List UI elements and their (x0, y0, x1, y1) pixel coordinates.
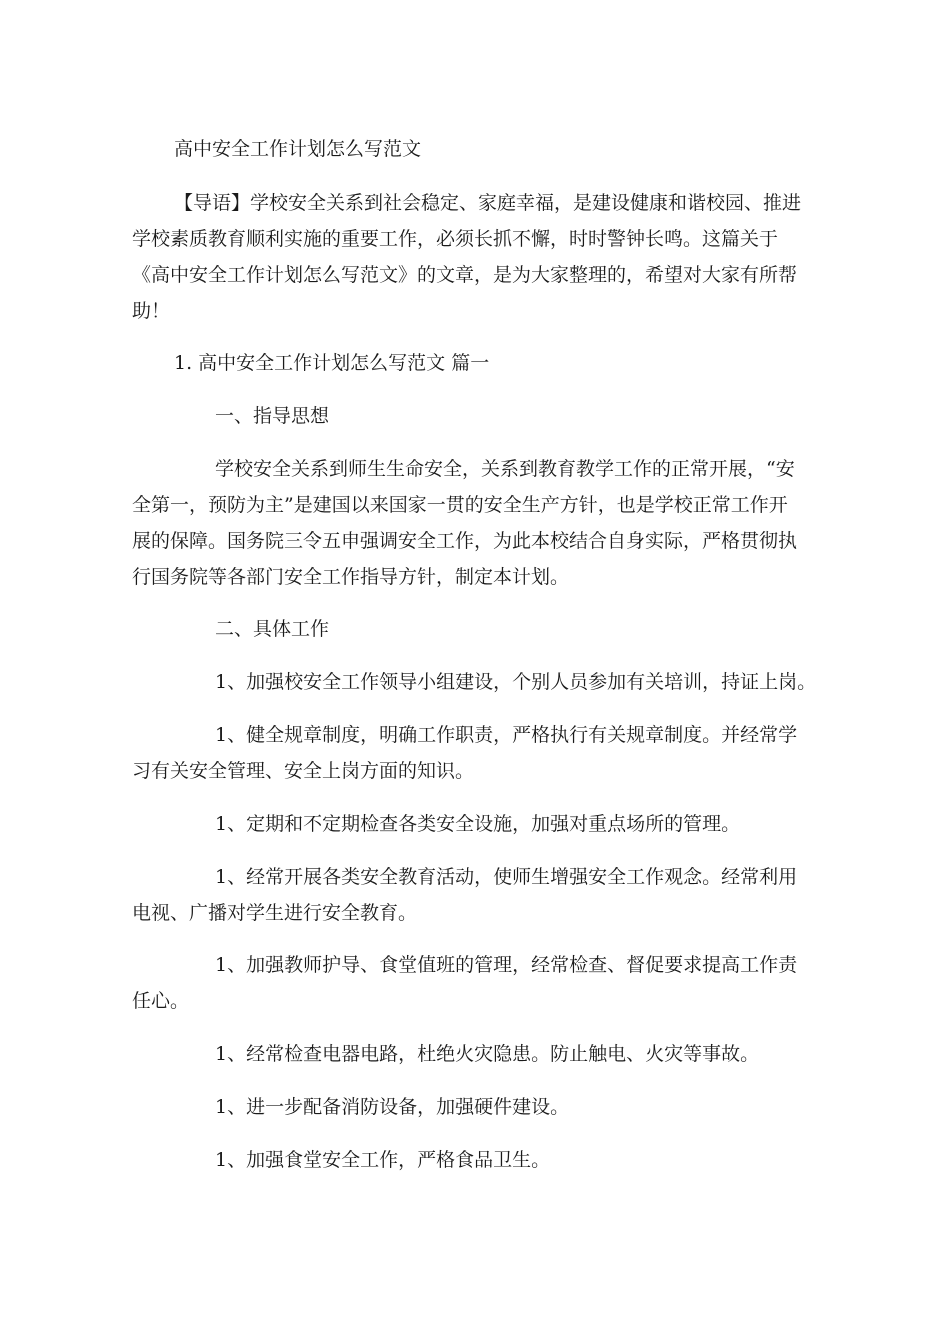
heading-specific-work: 二、具体工作 (215, 618, 330, 640)
guiding-line: 学校安全关系到师生生命安全，关系到教育教学工作的正常开展，“安 (215, 458, 795, 480)
list-item-continuation: 电视、广播对学生进行安全教育。 (132, 902, 418, 924)
list-item-continuation: 习有关安全管理、安全上岗方面的知识。 (132, 760, 475, 782)
guiding-line: 展的保障。国务院三令五申强调安全工作，为此本校结合自身实际，严格贯彻执 (132, 530, 798, 552)
list-item: 1、进一步配备消防设备，加强硬件建设。 (215, 1096, 570, 1118)
list-item: 1、健全规章制度，明确工作职责，严格执行有关规章制度。并经常学 (215, 724, 798, 746)
list-item: 1、加强教师护导、食堂值班的管理，经常检查、督促要求提高工作责 (215, 954, 798, 976)
list-item: 1、经常检查电器电路，杜绝火灾隐患。防止触电、火灾等事故。 (215, 1043, 760, 1065)
list-item: 1、加强校安全工作领导小组建设，个别人员参加有关培训，持证上岗。 (215, 671, 817, 693)
section-title: 1. 高中安全工作计划怎么写范文 篇一 (174, 352, 490, 374)
guiding-line: 行国务院等各部门安全工作指导方针，制定本计划。 (132, 566, 570, 588)
intro-line: 学校素质教育顺利实施的重要工作，必须长抓不懈，时时警钟长鸣。这篇关于 (132, 228, 779, 250)
list-item: 1、加强食堂安全工作，严格食品卫生。 (215, 1149, 551, 1171)
list-item: 1、定期和不定期检查各类安全设施，加强对重点场所的管理。 (215, 813, 741, 835)
intro-line: 【导语】学校安全关系到社会稳定、家庭幸福，是建设健康和谐校园、推进 (174, 192, 802, 214)
intro-line: 助！ (132, 300, 171, 322)
list-item-continuation: 任心。 (132, 990, 190, 1012)
guiding-line: 全第一，预防为主”是建国以来国家一贯的安全生产方针，也是学校正常工作开 (132, 494, 788, 516)
list-item: 1、经常开展各类安全教育活动，使师生增强安全工作观念。经常利用 (215, 866, 798, 888)
heading-guiding-thought: 一、指导思想 (215, 405, 330, 427)
intro-line: 《高中安全工作计划怎么写范文》的文章，是为大家整理的，希望对大家有所帮 (132, 264, 798, 286)
document-title: 高中安全工作计划怎么写范文 (174, 138, 422, 160)
